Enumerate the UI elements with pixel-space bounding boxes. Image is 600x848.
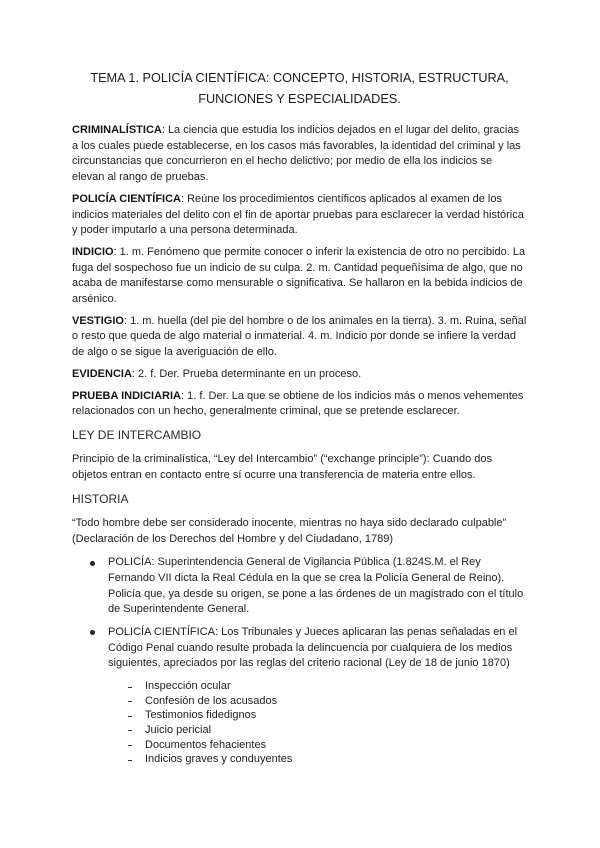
section-heading-ley-intercambio: LEY DE INTERCAMBIO bbox=[72, 427, 202, 442]
definition-criminalistica bbox=[72, 123, 527, 186]
list-item bbox=[108, 752, 527, 767]
definition-text: : Reúne los procedimientos científicos aplicados al examen de los indicios materiales del delito con el fin de aportar pruebas para esclarecer la verdad histórica y poder imputarlo a una persona determinada. bbox=[72, 192, 524, 237]
definition-term: INDICIO bbox=[72, 245, 114, 258]
dash-icon bbox=[128, 745, 132, 746]
section-heading-historia: HISTORIA bbox=[72, 491, 129, 506]
definition-text: : La ciencia que estudia los indicios dejados en el lugar del delito, gracias a los cuales puede establecerse, en los casos más favorables, la identidad del criminal y las circunstancias que concurrieron en el hecho delictivo; por medio de ella los indicios se elevan al rango de pruebas. bbox=[72, 124, 521, 184]
definition-policia-cientifica bbox=[72, 192, 527, 239]
definition-text: : 2. f. Der. Prueba determinante en un proceso. bbox=[131, 367, 362, 380]
dash-icon bbox=[128, 760, 132, 761]
historia-bullet-policia bbox=[72, 555, 527, 618]
dash-icon bbox=[128, 701, 132, 702]
ley-intercambio-text: Principio de la criminalística, “Ley del Intercambio” (“exchange principle”): Cuando dos objetos entran en contacto entre sí ocurre una transferencia de materia entre ellos. bbox=[72, 452, 493, 481]
definition-vestigio bbox=[72, 314, 527, 361]
list-item-text: Inspección ocular bbox=[145, 680, 231, 693]
page-title-line-1: TEMA 1. POLICÍA CIENTÍFICA: CONCEPTO, HISTORIA, ESTRUCTURA, bbox=[90, 71, 509, 85]
bullet-label: POLICÍA bbox=[108, 556, 152, 569]
list-item-text: Indicios graves y conduyentes bbox=[145, 753, 293, 766]
definition-prueba-indiciaria bbox=[72, 389, 527, 420]
list-item-text: Confesión de los acusados bbox=[145, 694, 278, 707]
definition-term: POLICÍA CIENTÍFICA bbox=[72, 192, 181, 205]
list-item-text: Juicio pericial bbox=[145, 723, 212, 736]
bullet-icon bbox=[90, 630, 95, 635]
bullet-icon bbox=[90, 561, 95, 566]
historia-bullet-policia-cientifica bbox=[72, 625, 527, 767]
list-item bbox=[108, 723, 527, 738]
page-title-line-2: FUNCIONES Y ESPECIALIDADES. bbox=[198, 92, 401, 106]
list-item bbox=[108, 708, 527, 723]
definition-term: PRUEBA INDICIARIA bbox=[72, 389, 181, 402]
definition-indicio bbox=[72, 245, 527, 308]
page-title bbox=[72, 68, 527, 110]
historia-quote: “Todo hombre debe ser considerado inocente, mientras no haya sido declarado culpable” (Declaración de los Derechos del Hombre y del Ciudadano, 1789) bbox=[72, 516, 507, 545]
medios-prueba-list bbox=[108, 679, 527, 767]
historia-bullet-list bbox=[72, 555, 527, 766]
definition-term: EVIDENCIA bbox=[72, 367, 132, 380]
definition-text: : 1. m. Fenómeno que permite conocer o inferir la existencia de otro no percibido. La fuga del sospechoso fue un indicio de su culpa. 2. m. Cantidad pequeñísima de algo, que no acaba de manifestarse como mensurable o significativa. Se hallaron en la bebida indicios de arsénico. bbox=[72, 245, 526, 306]
dash-icon bbox=[128, 716, 132, 717]
definition-evidencia bbox=[72, 367, 527, 383]
definition-text: : 1. f. Der. La que se obtiene de los indicios más o menos vehementes relacionados con un hecho, generalmente criminal, que se pretende esclarecer. bbox=[72, 389, 524, 418]
definition-text: : 1. m. huella (del pie del hombre o de los animales en la tierra). 3. m. Ruina, señal o resto que queda de algo material o inmaterial. 4. m. Indicio por donde se infiere la verdad de algo o se sigue la averiguación de ello. bbox=[72, 314, 527, 359]
list-item bbox=[108, 694, 527, 709]
document-page bbox=[72, 68, 527, 767]
list-item bbox=[108, 738, 527, 753]
list-item-text: Testimonios fidedignos bbox=[145, 709, 257, 722]
bullet-label: POLICÍA CIENTÍFICA bbox=[108, 626, 215, 639]
definition-term: VESTIGIO bbox=[72, 314, 124, 327]
dash-icon bbox=[128, 687, 132, 688]
list-item-text: Documentos fehacientes bbox=[145, 738, 267, 751]
definition-term: CRIMINALÍSTICA bbox=[72, 124, 162, 136]
dash-icon bbox=[128, 730, 132, 731]
bullet-text: : Los Tribunales y Jueces aplicaran las penas señaladas en el Código Penal cuando resulte probada la delincuencia por cualquiera de los medios siguientes, apreciados por las reglas del criterio racional (Ley de 18 de junio 1870) bbox=[108, 626, 518, 670]
list-item bbox=[108, 679, 527, 694]
bullet-text: : Superintendencia General de Vigilancia Pública (1.824S.M. el Rey Fernando VII dicta la Real Cédula en la que se crea la Policía General de Reino). Policía que, ya desde su origen, se pone a las órdenes de un magistrado con el título de Superintendente General. bbox=[108, 556, 524, 616]
